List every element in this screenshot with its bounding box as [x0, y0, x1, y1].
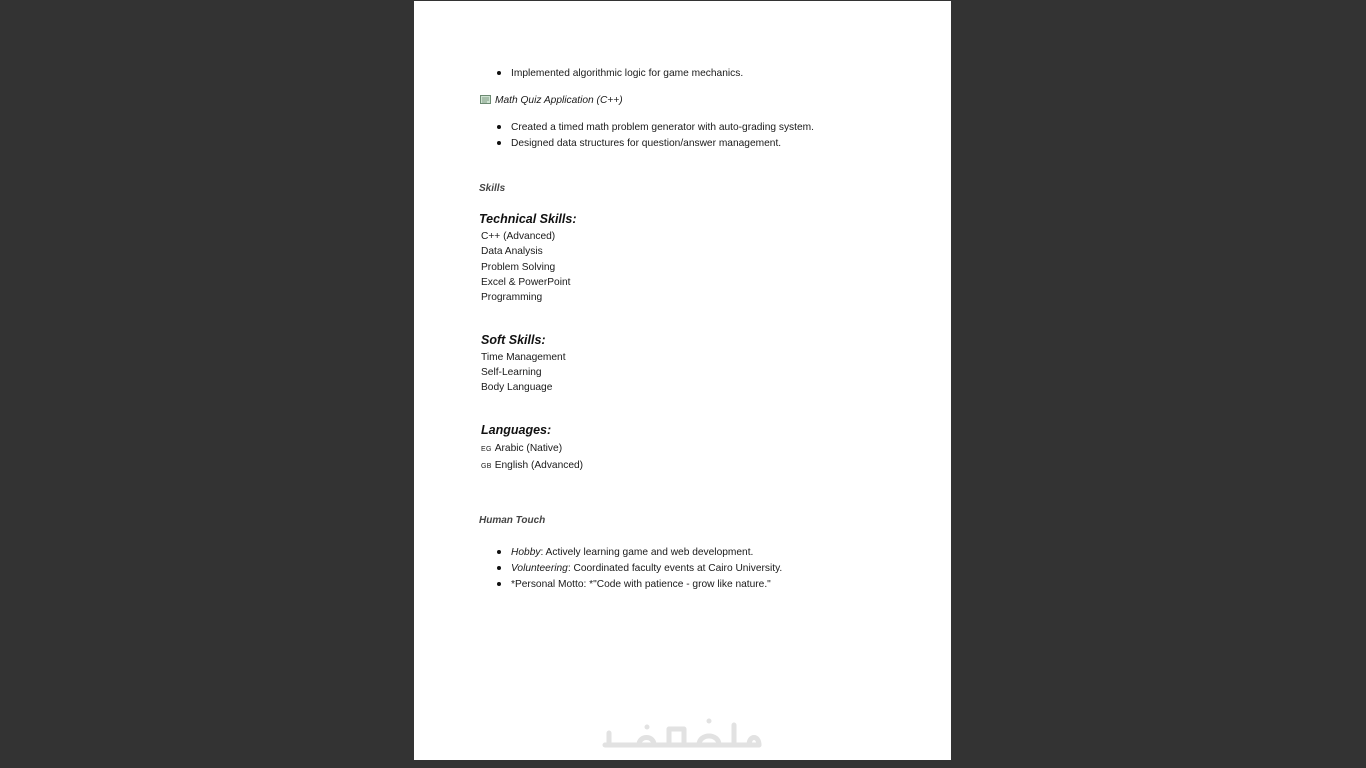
flag-eg-icon: EG [481, 446, 492, 453]
section-heading-skills: Skills [479, 183, 506, 194]
project-title: Math Quiz Application (C++) [480, 94, 623, 107]
list-item: Created a timed math problem generator with auto-grading system. [511, 122, 814, 133]
skill-item: Self-Learning [481, 367, 542, 378]
technical-skills-title: Technical Skills: [479, 212, 577, 226]
list-item: Volunteering: Coordinated faculty events at Cairo University. [511, 563, 783, 574]
skill-item: Problem Solving [481, 262, 556, 273]
watermark-logo [599, 715, 767, 755]
skill-item: Body Language [481, 382, 553, 393]
skill-item: Time Management [481, 352, 566, 363]
list-item: *Personal Motto: *"Code with patience - grow like nature." [511, 579, 771, 590]
flag-gb-icon: GB [481, 463, 492, 470]
list-item: Hobby: Actively learning game and web development. [511, 547, 754, 558]
skill-item: C++ (Advanced) [481, 231, 556, 242]
skill-item: Excel & PowerPoint [481, 277, 571, 288]
document-page [414, 1, 951, 760]
list-item: Implemented algorithmic logic for game mechanics. [511, 68, 744, 79]
skill-item: Data Analysis [481, 246, 543, 257]
section-heading-human-touch: Human Touch [479, 515, 546, 526]
book-icon [480, 95, 491, 104]
skill-item: Programming [481, 292, 543, 303]
languages-title: Languages: [481, 423, 552, 437]
list-item: Designed data structures for question/answer management. [511, 138, 782, 149]
soft-skills-title: Soft Skills: [481, 333, 546, 347]
language-item: GB English (Advanced) [481, 460, 584, 471]
language-item: EG Arabic (Native) [481, 443, 563, 454]
